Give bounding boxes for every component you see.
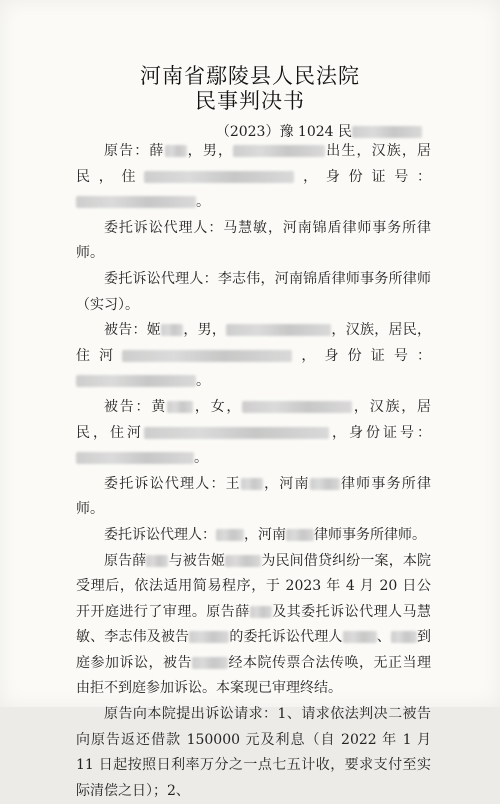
agent-4-firm-prefix: ，河南 bbox=[244, 526, 286, 543]
redacted-block bbox=[286, 529, 314, 541]
defendant-2-id-label: ，身份证号： bbox=[329, 424, 431, 441]
plaintiff-id-label: ，身份证号： bbox=[294, 168, 432, 185]
defendant-1-label: 被告：姬 bbox=[104, 322, 162, 339]
defendant-1-info: ，汉族，居民，住河 bbox=[76, 322, 432, 364]
case-text-3: 为民间借贷纠纷一案，本院受理后，依法适用简易程序，于 2023 年 4 月 20 日公开开庭进行了审理。原告薛 bbox=[76, 552, 432, 620]
redacted-block bbox=[122, 350, 292, 362]
agent-paragraph-3 bbox=[76, 472, 431, 523]
redacted-block bbox=[391, 631, 417, 643]
case-text-7: 到庭参加诉讼，被告 bbox=[76, 629, 432, 671]
defendant-2-gender: ，女， bbox=[193, 398, 243, 415]
redacted-block bbox=[310, 478, 340, 490]
agent-paragraph-1: 委托诉讼代理人：马慧敏，河南锦盾律师事务所律师。 bbox=[76, 219, 431, 262]
plaintiff-paragraph bbox=[76, 139, 431, 216]
case-text-1: 原告薛 bbox=[104, 552, 147, 569]
agent-paragraph-2: 委托诉讼代理人：李志伟，河南锦盾律师事务所律师（实习）。 bbox=[76, 270, 431, 313]
defendant-1-paragraph bbox=[76, 318, 431, 395]
redacted-block bbox=[226, 324, 331, 336]
redacted-block bbox=[225, 555, 261, 567]
redacted-block bbox=[76, 452, 194, 464]
plaintiff-label: 原告：薛 bbox=[104, 143, 165, 159]
court-name: 河南省鄢陵县人民法院 bbox=[140, 64, 360, 88]
redacted-block bbox=[192, 657, 228, 669]
defendant-1-id-label: ，身份证号： bbox=[292, 347, 431, 364]
case-text-5: 的委托诉讼代理人 bbox=[229, 629, 343, 646]
plaintiff-gender: ，男， bbox=[186, 143, 234, 159]
plaintiff-end: 。 bbox=[196, 194, 210, 211]
defendant-2-end: 。 bbox=[194, 450, 208, 467]
redacted-block bbox=[242, 401, 352, 413]
judgment-body bbox=[76, 139, 431, 804]
redacted-block bbox=[241, 478, 263, 490]
redacted-block bbox=[233, 145, 325, 157]
case-summary-paragraph bbox=[76, 549, 431, 703]
plaintiff-birth: 出生，汉族，居民，住 bbox=[76, 143, 432, 185]
agent-paragraph-4 bbox=[76, 523, 431, 549]
redacted-block bbox=[165, 145, 187, 157]
defendant-2-paragraph bbox=[76, 395, 431, 472]
claim-paragraph: 原告向本院提出诉讼请求：1、请求依法判决二被告向原告返还借款 150000 元及利息（自 2022 年 1 月 11 日起按照日利率万分之一点七五计收，要求支付至实际清偿之日）；2、 bbox=[76, 706, 431, 799]
case-number-text: （2023）豫 1024 民 bbox=[215, 124, 352, 140]
case-text-2: 与被告姬 bbox=[168, 552, 226, 569]
agent-3-firm-prefix: ，河南 bbox=[262, 475, 310, 492]
agent-4-firm-suffix: 律师事务所律师。 bbox=[314, 526, 426, 543]
redacted-block bbox=[343, 631, 377, 643]
redacted-block bbox=[189, 631, 229, 643]
case-text-4: 及其委托诉讼代理人马慧敏、李志伟及被告 bbox=[76, 603, 432, 646]
case-text-6: 、 bbox=[376, 629, 391, 646]
redacted-block bbox=[76, 196, 196, 208]
agent-3-firm-suffix: 律师事务所律师。 bbox=[76, 475, 432, 518]
defendant-1-gender: ，男， bbox=[183, 322, 227, 339]
redacted-block bbox=[167, 401, 193, 413]
agent-4-label: 委托诉讼代理人： bbox=[104, 526, 216, 543]
defendant-2-label: 被告：黄 bbox=[104, 398, 168, 415]
defendant-2-info: ，汉族，居民，住河 bbox=[76, 398, 432, 441]
redacted-block bbox=[146, 555, 168, 567]
document-type: 民事判决书 bbox=[195, 89, 305, 113]
redacted-block bbox=[76, 375, 196, 387]
redacted-block bbox=[144, 171, 294, 183]
case-number bbox=[216, 121, 422, 141]
redacted-block bbox=[250, 606, 272, 618]
redacted-block bbox=[352, 126, 422, 138]
case-text-8: 经本院传票合法传唤，无正当理由拒不到庭参加诉讼。本案现已审理终结。 bbox=[76, 654, 431, 697]
redacted-block bbox=[216, 529, 244, 541]
redacted-block bbox=[144, 427, 329, 439]
defendant-1-end: 。 bbox=[196, 373, 210, 390]
agent-3-label: 委托诉讼代理人：王 bbox=[104, 475, 241, 492]
redacted-block bbox=[161, 324, 183, 336]
